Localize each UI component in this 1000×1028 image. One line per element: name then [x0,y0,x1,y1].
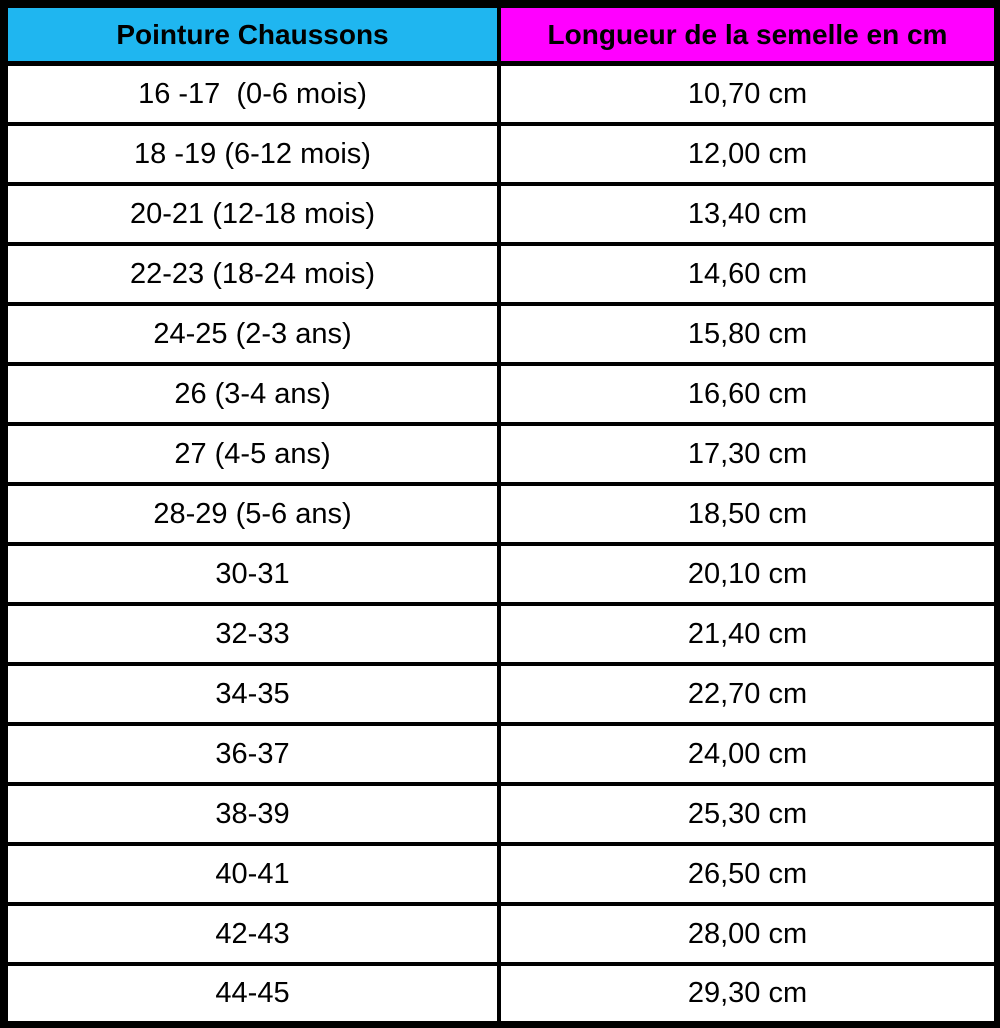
length-column-header: Longueur de la semelle en cm [501,0,1000,66]
table-row [0,786,1000,846]
length-cell: 21,40 cm [501,606,1000,666]
table-row [0,306,1000,366]
size-cell: 16 -17 (0-6 mois) [0,66,501,126]
table-row [0,726,1000,786]
table-row [0,606,1000,666]
table-row [0,246,1000,306]
length-cell: 15,80 cm [501,306,1000,366]
size-cell: 27 (4-5 ans) [0,426,501,486]
size-cell: 42-43 [0,906,501,966]
length-cell: 18,50 cm [501,486,1000,546]
size-cell: 40-41 [0,846,501,906]
table-row [0,966,1000,1028]
table-row [0,546,1000,606]
length-cell: 25,30 cm [501,786,1000,846]
size-cell: 20-21 (12-18 mois) [0,186,501,246]
table-row [0,846,1000,906]
length-cell: 16,60 cm [501,366,1000,426]
size-cell: 22-23 (18-24 mois) [0,246,501,306]
length-cell: 22,70 cm [501,666,1000,726]
length-cell: 20,10 cm [501,546,1000,606]
table-row [0,126,1000,186]
table-row [0,666,1000,726]
size-cell: 26 (3-4 ans) [0,366,501,426]
length-cell: 29,30 cm [501,966,1000,1028]
size-cell: 30-31 [0,546,501,606]
length-cell: 12,00 cm [501,126,1000,186]
size-cell: 24-25 (2-3 ans) [0,306,501,366]
size-cell: 34-35 [0,666,501,726]
size-cell: 32-33 [0,606,501,666]
length-cell: 13,40 cm [501,186,1000,246]
table-row [0,66,1000,126]
table-row [0,366,1000,426]
table-body [0,66,1000,1028]
table-row [0,426,1000,486]
length-cell: 24,00 cm [501,726,1000,786]
length-cell: 17,30 cm [501,426,1000,486]
size-cell: 18 -19 (6-12 mois) [0,126,501,186]
size-cell: 44-45 [0,966,501,1028]
size-column-header: Pointure Chaussons [0,0,501,66]
length-cell: 14,60 cm [501,246,1000,306]
size-cell: 36-37 [0,726,501,786]
table-row [0,186,1000,246]
size-cell: 28-29 (5-6 ans) [0,486,501,546]
length-cell: 28,00 cm [501,906,1000,966]
length-cell: 26,50 cm [501,846,1000,906]
length-cell: 10,70 cm [501,66,1000,126]
table-row [0,486,1000,546]
size-cell: 38-39 [0,786,501,846]
table-row [0,906,1000,966]
header-row [0,0,1000,66]
